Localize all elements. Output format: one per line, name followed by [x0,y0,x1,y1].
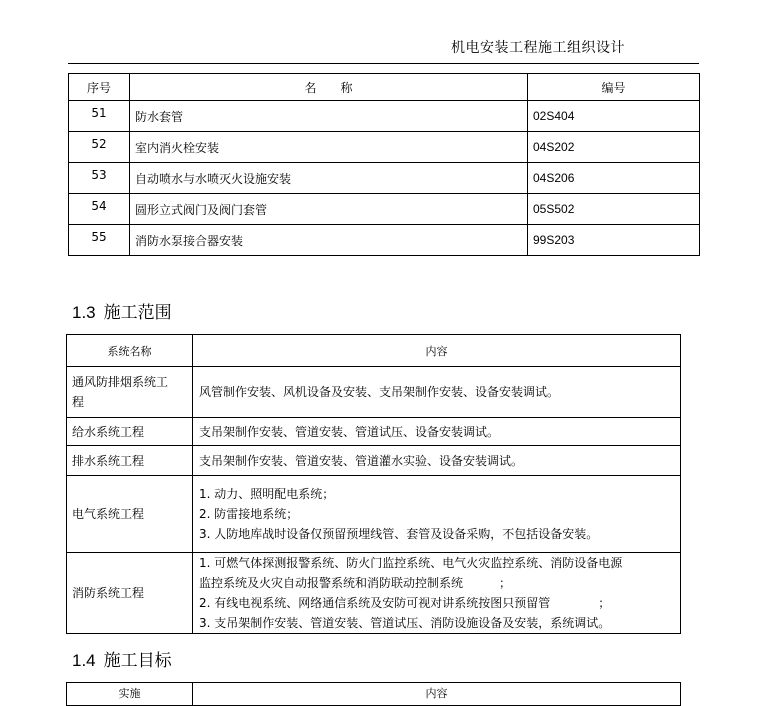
system-name-line: 程 [72,395,85,409]
system-name-line: 排水系统工程 [72,453,145,468]
row-num: 55 [69,225,130,256]
scope-content [193,553,681,634]
row-name: 防水套管 [130,101,528,132]
content-line: 1. 可燃气体探测报警系统、防火门监控系统、电气火灾监控系统、消防设备电源 [199,556,623,570]
table-header-row [69,74,700,101]
section-heading-1-3 [72,298,172,323]
header-left: 实施 [67,683,193,706]
system-name-line: 电气系统工程 [72,507,145,521]
row-name: 圆形立式阀门及阀门套管 [130,194,528,225]
construction-goals-table [66,682,681,706]
table-row [67,553,681,634]
row-num: 53 [69,163,130,194]
table-row [69,225,700,256]
section-number: 1.4 [72,651,96,670]
row-name: 室内消火栓安装 [130,132,528,163]
content-line: 1. 动力、照明配电系统； [199,487,335,501]
row-code: 04S202 [528,132,700,163]
row-name: 自动喷水与水喷灭火设施安装 [130,163,528,194]
header-right: 内容 [193,683,681,706]
scope-content [193,418,681,446]
table-row [67,476,681,553]
row-code: 02S404 [528,101,700,132]
system-name [67,446,193,476]
system-name [67,367,193,418]
header-system: 系统名称 [67,335,193,367]
header-content: 内容 [193,335,681,367]
scope-content [193,446,681,476]
row-num: 52 [69,132,130,163]
system-name-line: 给水系统工程 [72,424,145,439]
document-header-title: 机电安装工程施工组织设计 [451,40,625,56]
row-code: 99S203 [528,225,700,256]
scope-content [193,476,681,553]
table-header-row [67,683,681,706]
row-num: 51 [69,101,130,132]
header-rule [68,63,699,64]
content-line: 3. 人防地库战时设备仅预留预埋线管、套管及设备采购，不包括设备安装。 [199,527,599,541]
system-name-line: 通风防排烟系统工 [72,375,169,389]
scope-content [193,367,681,418]
table-row [67,418,681,446]
table-row [69,194,700,225]
system-name [67,418,193,446]
content-line: 支吊架制作安装、管道安装、管道试压、设备安装调试。 [199,424,500,439]
header-num: 序号 [69,74,130,101]
section-title: 施工目标 [103,651,172,670]
row-name: 消防水泵接合器安装 [130,225,528,256]
content-line: 支吊架制作安装、管道安装、管道灌水实验、设备安装调试。 [199,453,524,468]
content-line: 2. 防雷接地系统； [199,507,299,521]
table-row [69,163,700,194]
section-number: 1.3 [72,303,96,322]
table-row [69,132,700,163]
row-num: 54 [69,194,130,225]
table-row [69,101,700,132]
section-heading-1-4 [72,646,172,671]
header-name: 名 称 [130,74,528,101]
content-line: 监控系统及火灾自动报警系统和消防联动控制系统 ； [199,576,512,590]
content-line: 2. 有线电视系统、网络通信系统及安防可视对讲系统按图只预留管 ； [199,596,611,610]
system-name-line: 消防系统工程 [72,586,145,600]
standards-table [68,73,700,256]
row-code: 04S206 [528,163,700,194]
content-line: 3. 支吊架制作安装、管道安装、管道试压、消防设施设备及安装，系统调试。 [199,616,611,630]
content-line: 风管制作安装、风机设备及安装、支吊架制作安装、设备安装调试。 [199,385,560,399]
system-name [67,476,193,553]
construction-scope-table [66,334,681,634]
section-title: 施工范围 [103,303,172,322]
row-code: 05S502 [528,194,700,225]
table-row [67,367,681,418]
header-code: 编号 [528,74,700,101]
system-name [67,553,193,634]
table-header-row [67,335,681,367]
table-row [67,446,681,476]
